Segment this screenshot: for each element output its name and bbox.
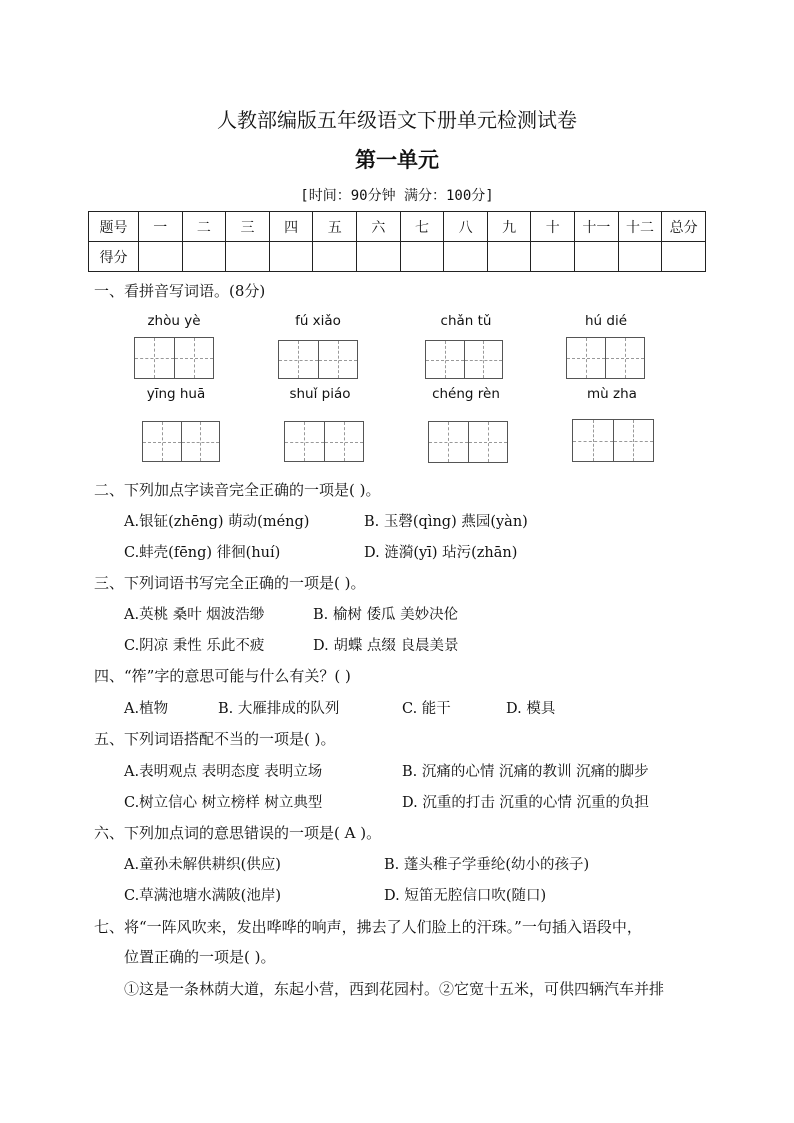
q6-option-a[interactable]: A.童孙未解供耕织(供应) bbox=[124, 857, 281, 873]
q5-option-b[interactable]: B. 沉痛的心情 沉痛的教训 沉痛的脚步 bbox=[402, 764, 649, 780]
writing-grid[interactable] bbox=[142, 421, 220, 462]
writing-grid[interactable] bbox=[566, 337, 645, 379]
q2-option-d[interactable]: D. 涟漪(yī) 玷污(zhān) bbox=[364, 545, 518, 561]
score-col: 一 bbox=[139, 212, 183, 242]
score-table-row2-label: 得分 bbox=[89, 242, 139, 272]
score-table bbox=[88, 211, 706, 272]
score-col: 六 bbox=[357, 212, 401, 242]
q5-option-a[interactable]: A.表明观点 表明态度 表明立场 bbox=[124, 764, 323, 780]
q5-option-c[interactable]: C.树立信心 树立榜样 树立典型 bbox=[124, 795, 323, 811]
pinyin-label: fú xiǎo bbox=[295, 313, 341, 329]
q4-option-d[interactable]: D. 模具 bbox=[506, 701, 556, 717]
score-cell[interactable] bbox=[487, 242, 531, 272]
q4-option-c[interactable]: C. 能干 bbox=[402, 701, 451, 717]
score-col: 七 bbox=[400, 212, 444, 242]
q2-option-b[interactable]: B. 玉磬(qìng) 燕园(yàn) bbox=[364, 514, 528, 530]
score-cell[interactable] bbox=[575, 242, 619, 272]
exam-title: 人教部编版五年级语文下册单元检测试卷 bbox=[217, 108, 577, 132]
pinyin-label: zhòu yè bbox=[147, 313, 201, 329]
q4-heading: 四、“筰”字的意思可能与什么有关？( ) bbox=[94, 667, 351, 685]
q2-option-a[interactable]: A.银钲(zhēng) 萌动(méng) bbox=[124, 514, 310, 530]
score-col: 二 bbox=[182, 212, 226, 242]
score-col: 十一 bbox=[575, 212, 619, 242]
pinyin-label: shuǐ piáo bbox=[289, 386, 351, 402]
score-cell[interactable] bbox=[618, 242, 662, 272]
q4-option-b[interactable]: B. 大雁排成的队列 bbox=[218, 701, 340, 717]
writing-grid[interactable] bbox=[572, 419, 654, 462]
pinyin-label: mù zha bbox=[587, 386, 637, 402]
q7-heading: 七、将“一阵风吹来，发出哗哗的响声，拂去了人们脸上的汗珠。”一句插入语段中， bbox=[94, 918, 642, 936]
time-info: [时间：90分钟 满分：100分] bbox=[300, 188, 494, 204]
q7-heading-cont: 位置正确的一项是( )。 bbox=[124, 948, 276, 966]
writing-grid[interactable] bbox=[428, 421, 508, 463]
score-table-score-row bbox=[89, 242, 706, 272]
score-cell[interactable] bbox=[269, 242, 313, 272]
score-col: 八 bbox=[444, 212, 488, 242]
q2-option-c[interactable]: C.蚌壳(fēng) 徘徊(huí) bbox=[124, 545, 281, 561]
score-col: 十 bbox=[531, 212, 575, 242]
q7-passage: ①这是一条林荫大道，东起小营，西到花园村。②它宽十五米，可供四辆汽车并排 bbox=[124, 980, 665, 998]
score-table-row1-label: 题号 bbox=[89, 212, 139, 242]
score-cell[interactable] bbox=[662, 242, 706, 272]
q6-heading: 六、下列加点词的意思错误的一项是( A )。 bbox=[94, 824, 382, 842]
score-col: 四 bbox=[269, 212, 313, 242]
q1-heading: 一、看拼音写词语。(8分) bbox=[94, 282, 266, 300]
score-col: 十二 bbox=[618, 212, 662, 242]
score-cell[interactable] bbox=[139, 242, 183, 272]
q3-option-c[interactable]: C.阴凉 秉性 乐此不疲 bbox=[124, 638, 265, 654]
q2-heading: 二、下列加点字读音完全正确的一项是( )。 bbox=[94, 481, 381, 499]
q5-option-d[interactable]: D. 沉重的打击 沉重的心情 沉重的负担 bbox=[402, 795, 650, 811]
score-col: 九 bbox=[487, 212, 531, 242]
score-cell[interactable] bbox=[182, 242, 226, 272]
q5-heading: 五、下列词语搭配不当的一项是( )。 bbox=[94, 730, 336, 748]
q6-option-d[interactable]: D. 短笛无腔信口吹(随口) bbox=[384, 888, 547, 904]
score-cell[interactable] bbox=[357, 242, 401, 272]
q3-option-a[interactable]: A.英桃 桑叶 烟波浩缈 bbox=[124, 607, 265, 623]
score-cell[interactable] bbox=[531, 242, 575, 272]
pinyin-label: chéng rèn bbox=[432, 386, 500, 402]
writing-grid[interactable] bbox=[134, 337, 214, 379]
q3-heading: 三、下列词语书写完全正确的一项是( )。 bbox=[94, 574, 366, 592]
unit-title: 第一单元 bbox=[355, 147, 439, 172]
q3-option-b[interactable]: B. 榆树 倭瓜 美妙决伦 bbox=[313, 607, 459, 623]
pinyin-label: hú dié bbox=[584, 313, 628, 329]
score-cell[interactable] bbox=[313, 242, 357, 272]
q6-option-c[interactable]: C.草满池塘水满陂(池岸) bbox=[124, 888, 281, 904]
score-col: 总分 bbox=[662, 212, 706, 242]
writing-grid[interactable] bbox=[278, 340, 358, 379]
score-cell[interactable] bbox=[400, 242, 444, 272]
q6-option-b[interactable]: B. 蓬头稚子学垂纶(幼小的孩子) bbox=[384, 857, 590, 873]
q4-option-a[interactable]: A.植物 bbox=[124, 701, 169, 717]
writing-grid[interactable] bbox=[425, 340, 503, 379]
score-table-header-row bbox=[89, 212, 706, 242]
q3-option-d[interactable]: D. 胡蝶 点缀 良晨美景 bbox=[313, 638, 459, 654]
score-col: 五 bbox=[313, 212, 357, 242]
score-col: 三 bbox=[226, 212, 270, 242]
writing-grid[interactable] bbox=[284, 421, 364, 462]
score-cell[interactable] bbox=[444, 242, 488, 272]
pinyin-label: chǎn tǔ bbox=[440, 313, 492, 329]
score-cell[interactable] bbox=[226, 242, 270, 272]
pinyin-label: yīng huā bbox=[146, 386, 206, 402]
